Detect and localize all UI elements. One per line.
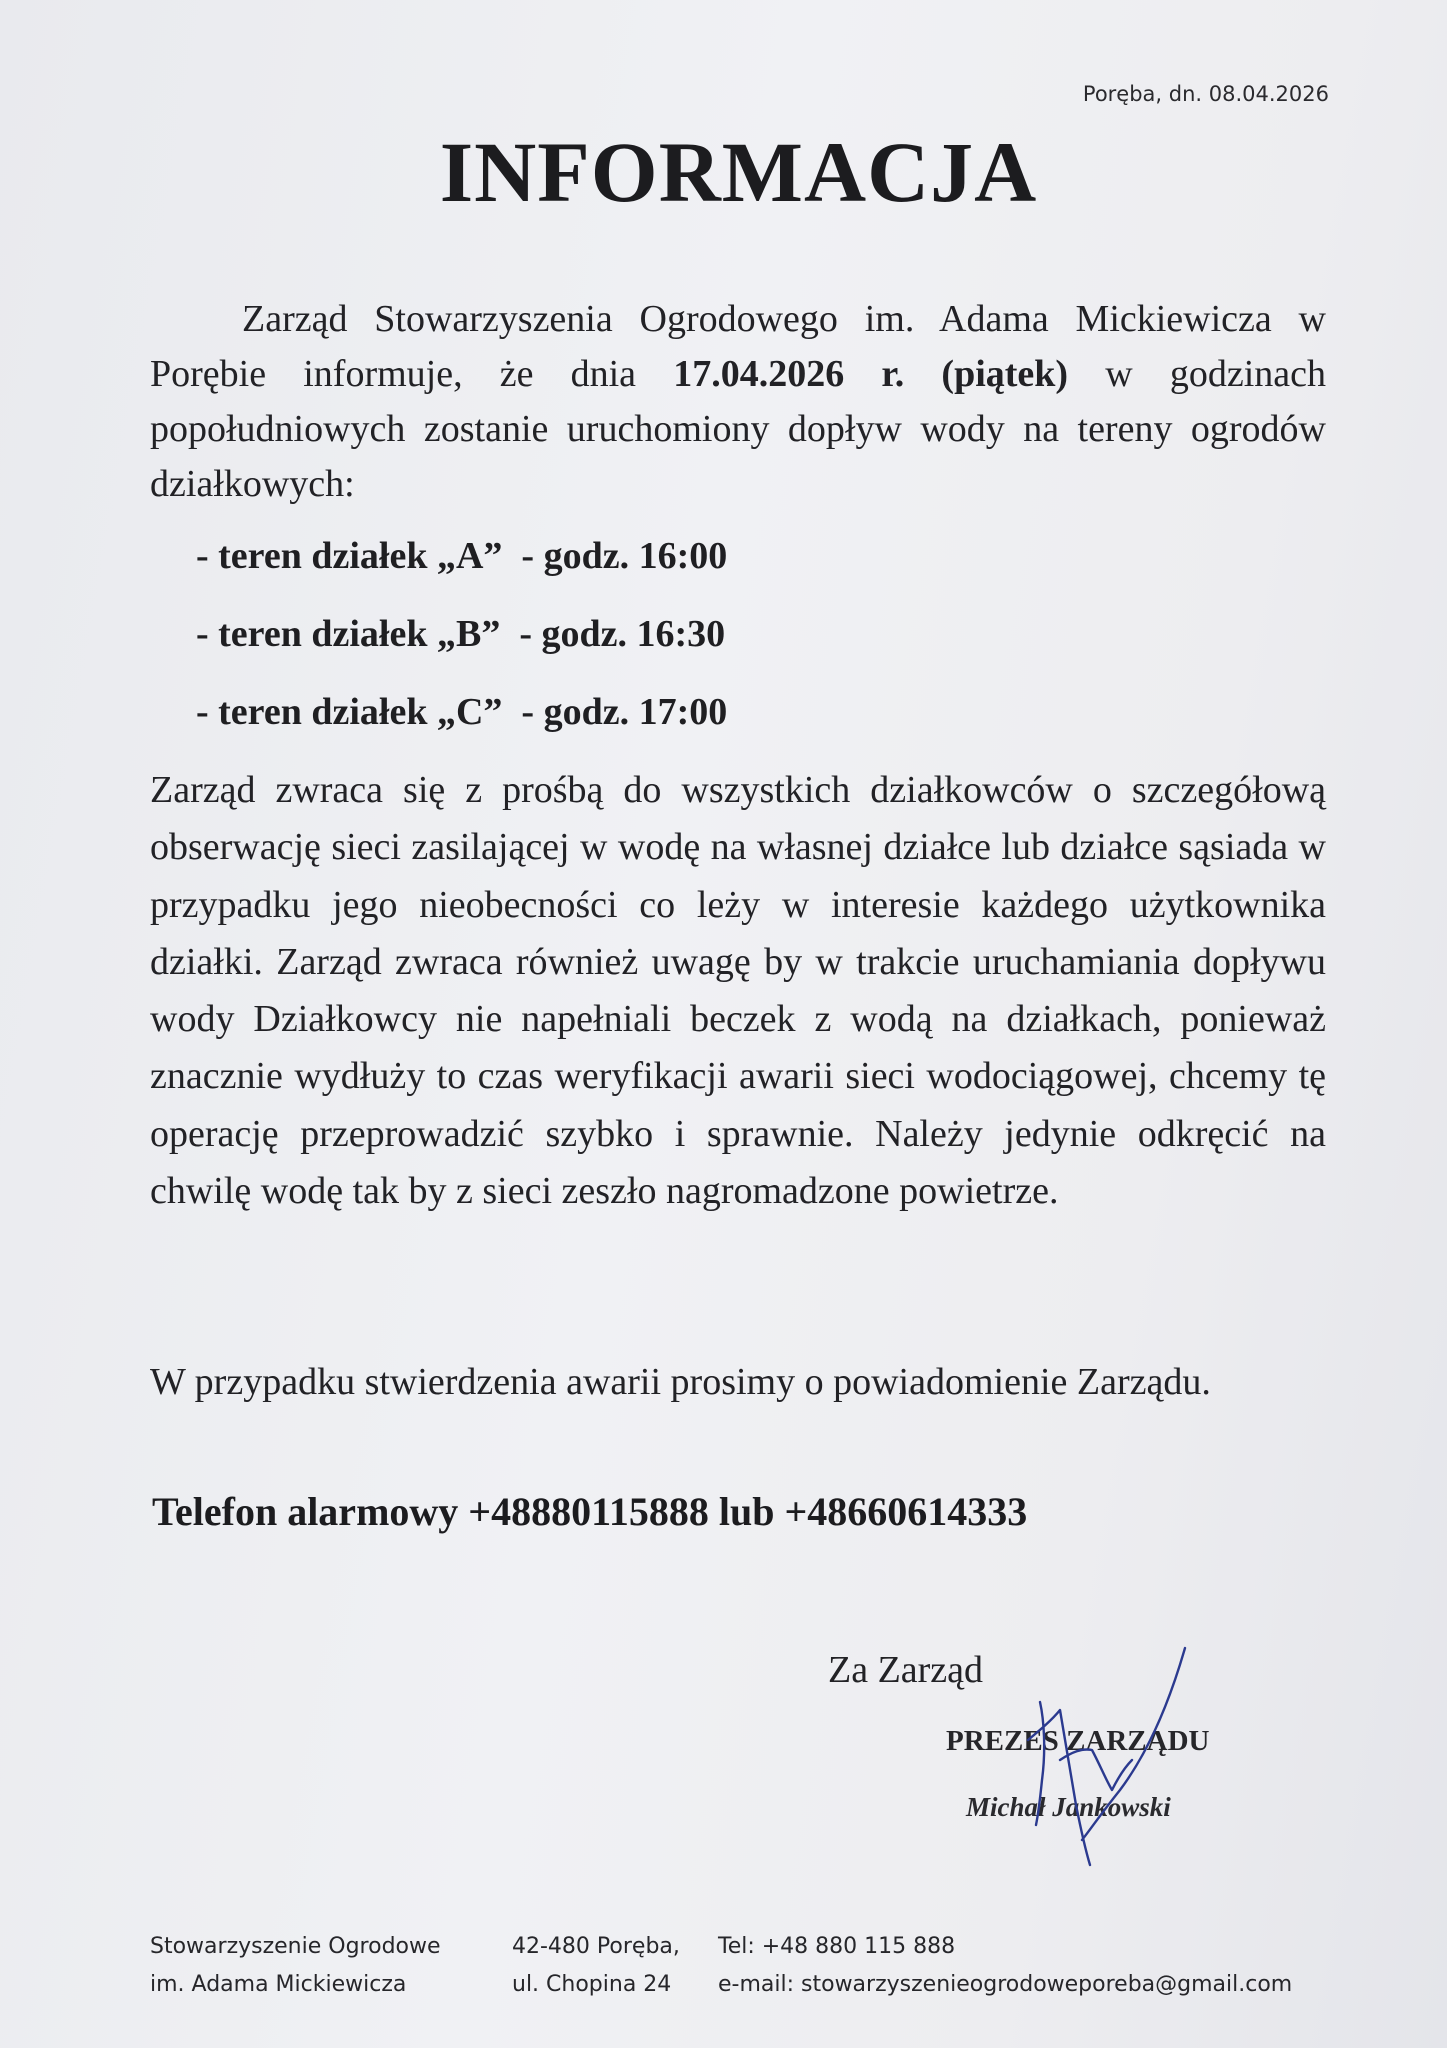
footer-addr-line1: 42-480 Poręba,: [512, 1934, 680, 1959]
footer-org-line1: Stowarzyszenie Ogrodowe: [150, 1934, 441, 1959]
footer-contact: [718, 1928, 1292, 2004]
report-paragraph: W przypadku stwierdzenia awarii prosimy o powiadomienie Zarządu.: [150, 1361, 1211, 1403]
request-paragraph: Zarząd zwraca się z prośbą do wszystkich działkowców o szczegółową obserwację sieci zasilającej w wodę na własnej działce lub działce sąsiada w przypadku jego nieobecności co leży w interesie każdego użytkownika działki. Zarząd zwraca również uwagę by w trakcie uruchamiania dopływu wody Działkowcy nie napełniali beczek z wodą na działkach, ponieważ znacznie wydłuży to czas weryfikacji awarii sieci wodociągowej, chcemy tę operację przeprowadzić szybko i sprawnie. Należy jedynie odkręcić na chwilę wodę tak by z sieci zeszło nagromadzone powietrze.: [150, 769, 1326, 1213]
footer-tel: Tel: +48 880 115 888: [718, 1934, 956, 1959]
schedule-item-b: - teren działek „B” - godz. 16:30: [196, 613, 726, 655]
footer-email: e-mail: stowarzyszenieogrodoweporeba@gmail.com: [718, 1972, 1293, 1997]
president-name: Michał Jankowski: [966, 1792, 1171, 1822]
intro-paragraph: [150, 292, 1326, 512]
intro-text-part1: Zarząd Stowarzyszenia Ogrodowego im. Adama Mickiewicza w Porębie informuje, że dnia: [150, 298, 1326, 395]
footer-addr-line2: ul. Chopina 24: [512, 1972, 672, 1997]
water-schedule-list: [196, 528, 727, 762]
footer-organization: [150, 1928, 441, 2004]
handwritten-signature: [1000, 1640, 1200, 1880]
alarm-phone-line: Telefon alarmowy +48880115888 lub +48660614333: [152, 1489, 1028, 1534]
footer: [150, 1928, 1350, 2008]
intro-date-bold: 17.04.2026 r. (piątek): [673, 353, 1069, 395]
schedule-item-c: - teren działek „C” - godz. 17:00: [196, 691, 728, 733]
za-zarzad-label: Za Zarząd: [828, 1649, 984, 1691]
president-role: PREZES ZARZĄDU: [946, 1725, 1210, 1757]
footer-address: [512, 1928, 680, 2004]
page-title: INFORMACJA: [439, 124, 1038, 220]
footer-org-line2: im. Adama Mickiewicza: [150, 1972, 407, 1997]
date-line: Poręba, dn. 08.04.2026: [1082, 82, 1329, 106]
schedule-item-a: - teren działek „A” - godz. 16:00: [196, 535, 728, 577]
intro-text-part2: w godzinach popołudniowych zostanie uruchomiony dopływ wody na tereny ogrodów działkowych:: [150, 353, 1326, 505]
